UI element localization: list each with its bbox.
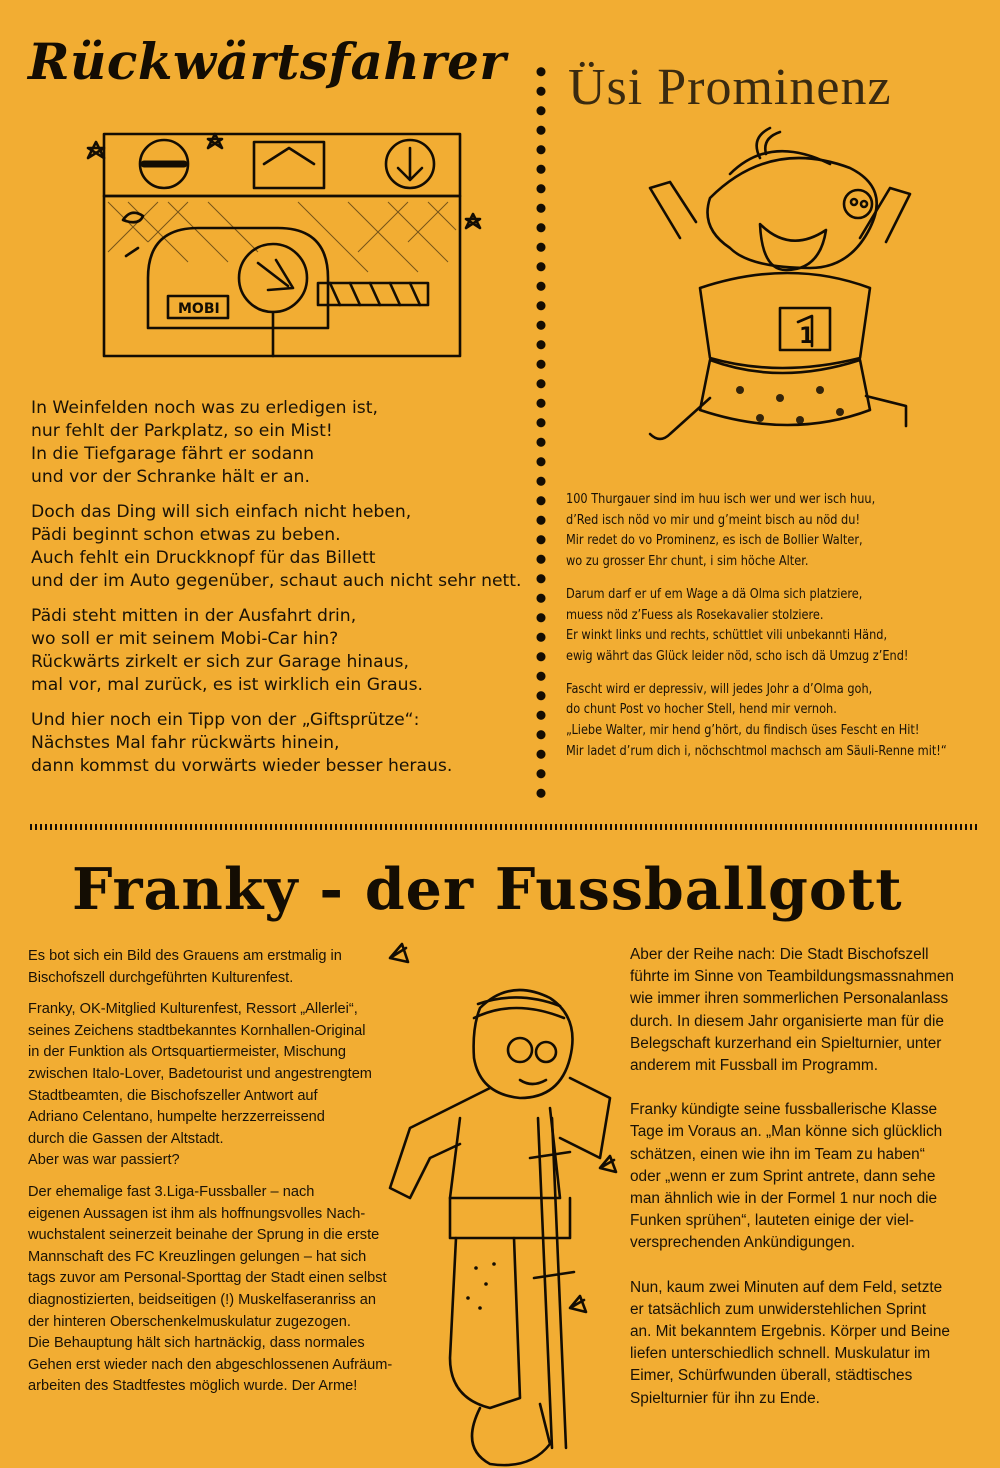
poem-line: 100 Thurgauer sind im huu isch wer und wer isch huu, (566, 492, 876, 507)
stanza (566, 680, 947, 763)
poem-line: do chunt Post vo hocher Stell, hend mir vernoh. (566, 702, 837, 718)
stanza (566, 490, 947, 573)
poem-line: und der im Auto gegenüber, schaut auch nicht sehr nett. (31, 571, 522, 591)
parking-garage-sketch (68, 128, 488, 368)
stanza (31, 605, 522, 697)
text-line: Tage im Voraus an. „Man könne sich glücklich (630, 1123, 943, 1141)
poem-line: d’Red isch nöd vo mir und g’meint bisch au nöd du! (566, 512, 860, 528)
poem-line: „Liebe Walter, mir hend g’hört, du findisch üses Fescht en Hit! (566, 723, 920, 739)
text-line: durch. In diesem Jahr organisierte man für die (630, 1012, 944, 1030)
text-line: Adriano Celentano, humpelte herzzerreissend (28, 1109, 325, 1126)
poem-line: Nächstes Mal fahr rückwärts hinein, (31, 733, 340, 753)
text-line: Eimer, Schürfwunden überall, städtisches (630, 1367, 913, 1385)
text-line: führte im Sinne von Teambildungsmassnahmen (630, 968, 954, 986)
poem-line: mal vor, mal zurück, es ist wirklich ein Graus. (31, 675, 423, 695)
text-line: Es bot sich ein Bild des Grauens am erstmalig in (28, 948, 342, 964)
article-column-right (630, 944, 954, 1410)
poem-line: wo zu grosser Ehr chunt, i sim höche Alter. (566, 554, 809, 570)
dotted-column-divider (535, 62, 547, 802)
pig-shirt-number: 1 (799, 324, 815, 349)
text-line: Die Behauptung hält sich hartnäckig, dass normales (28, 1335, 365, 1352)
text-line: Franky kündigte seine fussballerische Klasse (630, 1101, 938, 1119)
text-line: versprechenden Ankündigungen. (630, 1234, 856, 1252)
injured-footballer-sketch (370, 968, 620, 1468)
text-line: eigenen Aussagen ist ihm als hoffnungsvolles Nach- (28, 1205, 366, 1222)
paragraph (630, 1277, 954, 1410)
text-line: Mannschaft des FC Kreuzlingen gelungen – hat sich (28, 1248, 367, 1265)
text-line: schätzen, einen wie ihn im Team zu haben“ (630, 1145, 925, 1163)
poem-line: wo soll er mit seinem Mobi-Car hin? (31, 629, 339, 649)
poem-line: Und hier noch ein Tipp von der „Giftsprütze“: (31, 710, 420, 730)
text-line: liefen unterschiedlich schnell. Muskulatur im (630, 1345, 931, 1363)
paragraph (630, 944, 954, 1077)
paragraph (28, 999, 392, 1172)
text-line: der hinteren Oberschenkelmuskulatur zugezogen. (28, 1313, 351, 1330)
text-line: an. Mit bekanntem Ergebnis. Körper und Beine (630, 1323, 950, 1341)
stanza (566, 585, 947, 668)
poem-line: nur fehlt der Parkplatz, so ein Mist! (31, 421, 333, 441)
text-line: anderem mit Fussball im Programm. (630, 1057, 879, 1075)
article-title: Franky - der Fussballgott (72, 856, 903, 923)
text-line: Spielturnier für ihn zu Ende. (630, 1389, 820, 1407)
poem-line: Doch das Ding will sich einfach nicht heben, (31, 502, 412, 522)
stanza (31, 709, 522, 778)
text-line: wie immer ihren sommerlichen Personalanlass (630, 990, 949, 1008)
poem-line: Darum darf er uf em Wage a dä Olma sich platziere, (566, 586, 863, 602)
poem-line: Pädi steht mitten in der Ausfahrt drin, (31, 606, 357, 626)
text-line: man ähnlich wie in der Formel 1 nur noch die (630, 1190, 938, 1208)
text-line: tags zuvor am Personal-Sporttag der Stadt einen selbst (28, 1270, 387, 1287)
poem-title-rueckwaertsfahrer: Rückwärtsfahrer (28, 32, 507, 91)
text-line: wuchstalent seinerzeit beinahe der Sprung in die erste (28, 1227, 380, 1244)
text-line: Aber der Reihe nach: Die Stadt Bischofszell (630, 946, 929, 963)
text-line: Der ehemalige fast 3.Liga-Fussballer – nach (28, 1183, 315, 1200)
poem-rueckwaertsfahrer (31, 397, 522, 778)
text-line: zwischen Italo-Lover, Badetourist und angestrengtem (28, 1065, 372, 1082)
article-column-left (28, 946, 392, 1398)
text-line: Stadtbeamten, die Bischofszeller Antwort auf (28, 1087, 318, 1104)
poem-line: In die Tiefgarage fährt er sodann (31, 444, 315, 464)
poem-line: Pädi beginnt schon etwas zu beben. (31, 525, 341, 545)
poem-line: ewig währt das Glück leider nöd, scho isch dä Umzug z’End! (566, 648, 909, 664)
text-line: Belegschaft kurzerhand ein Spielturnier, unter (630, 1034, 942, 1052)
text-line: Gehen erst wieder nach den abgeschlossenen Aufräum- (28, 1356, 393, 1373)
text-line: oder „wenn er zum Sprint antrete, dann sehe (630, 1167, 936, 1185)
text-line: Bischofszell durchgeführten Kulturenfest. (28, 969, 294, 986)
text-line: er tatsächlich zum unwiderstehlichen Sprint (630, 1300, 926, 1318)
poem-usi-prominenz (566, 490, 947, 762)
poem-line: und vor der Schranke hält er an. (31, 467, 310, 487)
paragraph (28, 1182, 392, 1398)
poem-title-usi-prominenz: Üsi Prominenz (568, 59, 892, 116)
text-line: Nun, kaum zwei Minuten auf dem Feld, setzte (630, 1278, 943, 1296)
stanza (31, 501, 522, 593)
stanza (31, 397, 522, 489)
poem-line: Mir ladet d’rum dich i, nöchschtmol machsch am Säuli-Renne mit!“ (566, 743, 947, 759)
poem-line: dann kommst du vorwärts wieder besser heraus. (31, 756, 453, 776)
poem-line: In Weinfelden noch was zu erledigen ist, (31, 398, 378, 418)
poem-line: muess nöd z’Fuess als Rosekavalier stolziere. (566, 607, 824, 623)
dotted-section-rule (30, 824, 978, 830)
text-line: Funken sprühen“, lauteten einige der viel- (630, 1212, 915, 1230)
text-line: in der Funktion als Ortsquartiermeister, Mischung (28, 1044, 346, 1061)
text-line: durch die Gassen der Altstadt. (28, 1130, 224, 1147)
text-line: diagnostizierten, beidseitigen (!) Muskelfaseranriss an (28, 1291, 376, 1308)
poem-line: Fascht wird er depressiv, will jedes Johr a d’Olma goh, (566, 681, 873, 697)
poem-line: Mir redet do vo Prominenz, es isch de Bollier Walter, (566, 533, 863, 549)
text-line: arbeiten des Stadtfestes möglich wurde. Der Arme! (28, 1378, 358, 1395)
text-line: Aber was war passiert? (28, 1152, 180, 1169)
poem-line: Er winkt links und rechts, schüttlet vili unbekannti Händ, (566, 628, 888, 644)
paragraph (28, 946, 392, 989)
poem-line: Rückwärts zirkelt er sich zur Garage hinaus, (31, 652, 409, 672)
text-line: seines Zeichens stadtbekanntes Kornhallen-Original (28, 1022, 366, 1039)
poem-line: Auch fehlt ein Druckknopf für das Billett (31, 548, 376, 568)
paragraph (630, 1099, 954, 1254)
text-line: Franky, OK-Mitglied Kulturenfest, Ressort „Allerlei“, (28, 1001, 358, 1018)
car-plate-text: MOBI (178, 301, 220, 317)
pig-mascot-sketch (640, 128, 940, 468)
